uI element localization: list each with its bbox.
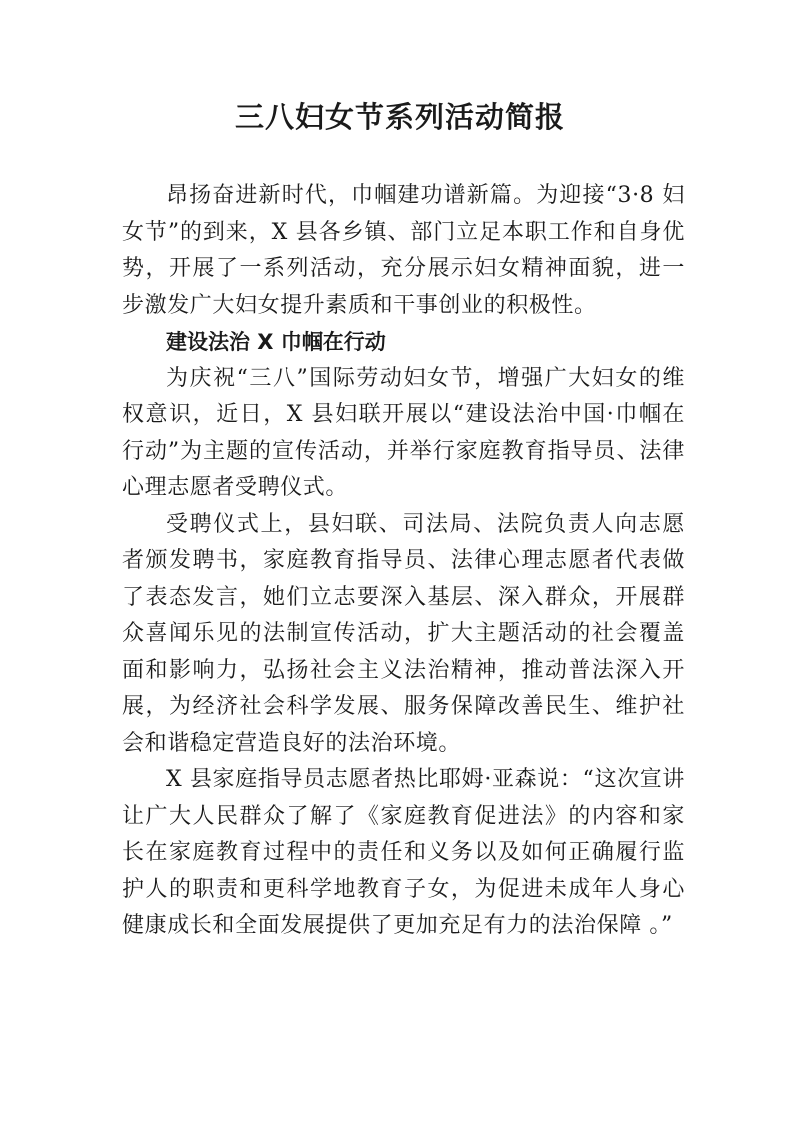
page-title: 三八妇女节系列活动简报 xyxy=(234,100,565,134)
paragraph-ceremony: 受聘仪式上，县妇联、司法局、法院负责人向志愿者颁发聘书，家庭教育指导员、法律心理志愿者代表做了表态发言，她们立志要深入基层、深入群众，开展群众喜闻乐见的法制宣传活动，扩大主题活动的社会覆盖面和影响力，弘扬社会主义法治精神，推动普法深入开展，为经济社会科学发展、服务保障改善民生、维护社会和谐稳定营造良好的法治环境。 xyxy=(122,511,685,756)
intro-paragraph: 昂扬奋进新时代，巾帼建功谱新篇。为迎接“3·8 妇女节”的到来，X 县各乡镇、部门立足本职工作和自身优势，开展了一系列活动，充分展示妇女精神面貌，进一步激发广大妇女提升素质和干事创业的积极性。 xyxy=(122,183,685,318)
section-heading: 建设法治 X 巾帼在行动 xyxy=(166,330,386,354)
document-body xyxy=(122,178,685,945)
paragraph-event: 为庆祝“三八”国际劳动妇女节，增强广大妇女的维权意识，近日，X 县妇联开展以“建设法治中国·巾帼在行动”为主题的宣传活动，并举行家庭教育指导员、法律心理志愿者受聘仪式。 xyxy=(122,365,685,500)
paragraph-quote: X 县家庭指导员志愿者热比耶姆·亚森说：“这次宣讲让广大人民群众了解了《家庭教育促进法》的内容和家长在家庭教育过程中的责任和义务以及如何正确履行监护人的职责和更科学地教育子女，为促进未成年人身心健康成长和全面发展提供了更加充足有力的法治保障 。” xyxy=(122,767,685,938)
